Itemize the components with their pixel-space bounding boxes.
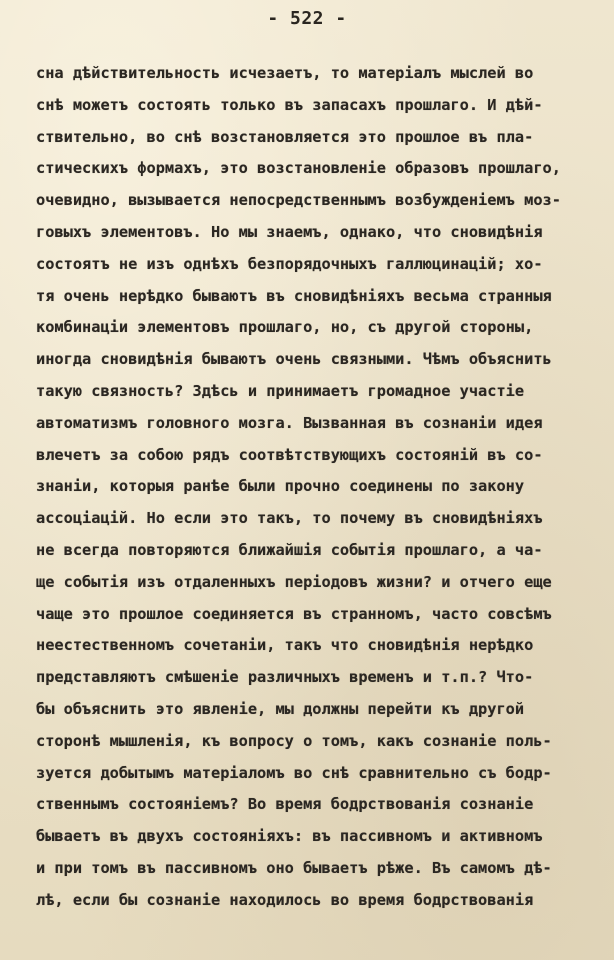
text-line: ассоціацій. Но если это такъ, то почему въ сновидѣніяхъ <box>36 509 543 528</box>
text-line: влечетъ за собою рядъ соотвѣтствующихъ состояній въ со- <box>36 445 543 464</box>
text-line: знаніи, которыя ранѣе были прочно соединены по закону <box>36 477 525 496</box>
text-line: говыхъ элементовъ. Но мы знаемъ, однако, что сновидѣнія <box>36 222 543 241</box>
text-line: стическихъ формахъ, это возстановленіе образовъ прошлаго, <box>36 159 561 178</box>
text-line: состоятъ не изъ однѣхъ безпорядочныхъ галлюцинацій; хо- <box>36 254 543 273</box>
text-line: зуется добытымъ матеріаломъ во снѣ сравнительно съ бодр- <box>36 763 552 782</box>
text-line: ственнымъ состояніемъ? Во время бодрствованія сознаніе <box>36 795 534 814</box>
text-line: снѣ можетъ состоять только въ запасахъ прошлаго. И дѣй- <box>36 95 543 114</box>
text-line: автоматизмъ головного мозга. Вызванная въ сознаніи идея <box>36 413 543 432</box>
text-line: неестественномъ сочетаніи, такъ что сновидѣнія нерѣдко <box>36 636 534 655</box>
text-line: не всегда повторяются ближайшія событія прошлаго, а ча- <box>36 540 543 559</box>
text-line: представляютъ смѣшеніе различныхъ временъ и т.п.? Что- <box>36 668 534 687</box>
text-line: сна дѣйствительность исчезаетъ, то матеріалъ мыслей во <box>36 64 534 82</box>
text-line: бываетъ въ двухъ состояніяхъ: въ пассивномъ и активномъ <box>36 827 543 846</box>
text-line: лѣ, если бы сознаніе находилось во время бодрствованія <box>36 890 534 909</box>
text-line: бы объяснить это явленіе, мы должны перейти къ другой <box>36 699 525 718</box>
text-line: очевидно, вызывается непосредственнымъ возбужденіемъ моз- <box>36 191 561 210</box>
text-line: такую связность? Здѣсь и принимаетъ громадное участіе <box>36 381 525 400</box>
text-line: сторонѣ мышленія, къ вопросу о томъ, какъ сознаніе поль- <box>36 731 552 750</box>
page-number: - 522 - <box>267 8 347 29</box>
body-text <box>36 58 592 917</box>
text-line: чаще это прошлое соединяется въ странномъ, часто совсѣмъ <box>36 604 552 623</box>
text-line: ствительно, во снѣ возстановляется это прошлое въ пла- <box>36 127 534 146</box>
text-line: ще событія изъ отдаленныхъ періодовъ жизни? и отчего еще <box>36 572 552 591</box>
text-line: тя очень нерѣдко бываютъ въ сновидѣніяхъ весьма странныя <box>36 286 552 305</box>
text-line: и при томъ въ пассивномъ оно бываетъ рѣже. Въ самомъ дѣ- <box>36 858 552 877</box>
text-line: иногда сновидѣнія бываютъ очень связными. Чѣмъ объяснить <box>36 350 552 369</box>
text-line: комбинаціи элементовъ прошлаго, но, съ другой стороны, <box>36 318 534 337</box>
